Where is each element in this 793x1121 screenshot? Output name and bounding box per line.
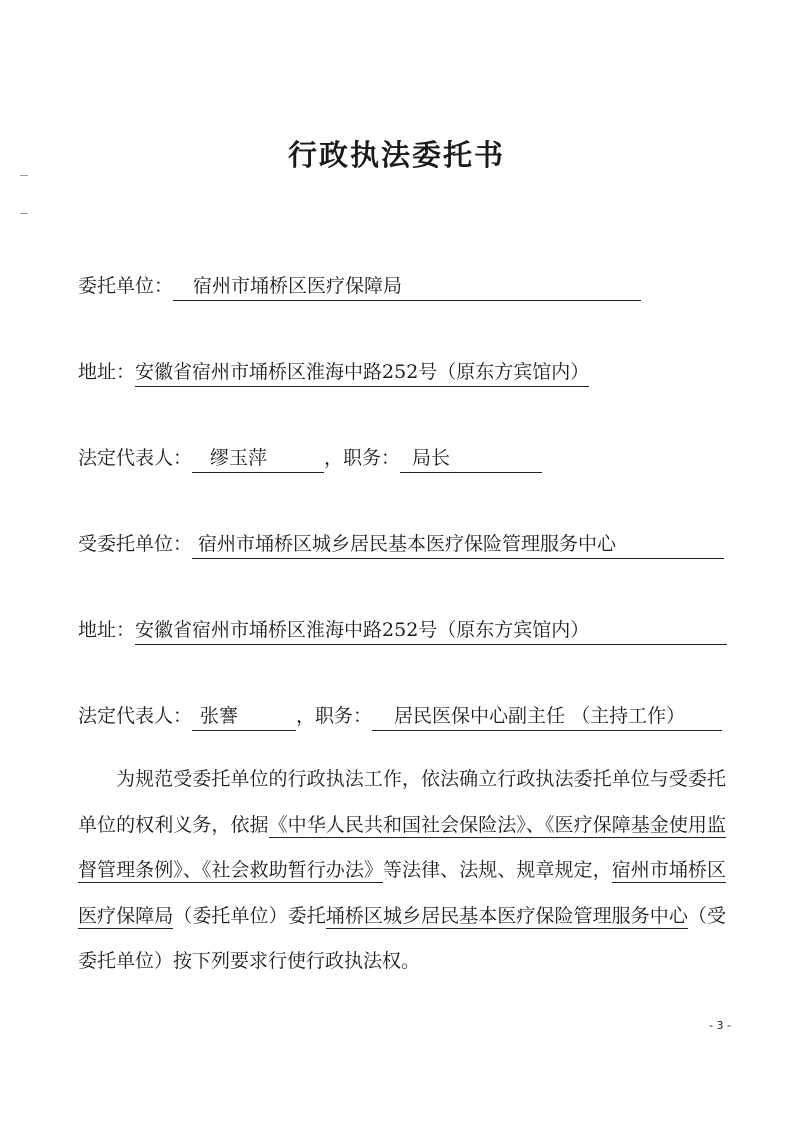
page-number: - 3 -: [709, 1019, 731, 1032]
entrusting-unit-label: 委托单位：: [78, 275, 174, 297]
address2-line: [78, 617, 727, 645]
para-laws: 《中华人民共和国社会保险法》、《医疗保障基金使用监督管理条例》、《社会救助暂行办法》: [78, 813, 726, 881]
entrusting-unit-value: 宿州市埇桥区医疗保障局: [173, 273, 641, 301]
legal-rep2-position: 居民医保中心副主任 （主持工作）: [372, 703, 722, 731]
para-text-1: 为规范受委托单位的行政执法工作，依法确立行政执法委托单位与受委托单位的权利义务，依据: [78, 768, 726, 836]
entrusted-unit-value: 宿州市埇桥区城乡居民基本医疗保险管理服务中心: [192, 531, 724, 559]
legal-rep2-sep: ，职务：: [296, 705, 373, 727]
legal-rep1-line: [78, 445, 542, 473]
address1-line: [78, 359, 589, 387]
legal-rep2-label: 法定代表人：: [78, 705, 193, 727]
para-text-3: （委托单位）委托: [173, 904, 326, 927]
address1-label: 地址：: [78, 361, 136, 383]
address1-value: 安徽省宿州市埇桥区淮海中路252号（原东方宾馆内）: [135, 359, 589, 387]
body-paragraph: [78, 757, 726, 985]
entrusted-unit-label: 受委托单位：: [78, 533, 193, 555]
legal-rep2-name: 张謇: [192, 703, 296, 731]
legal-rep1-sep: ，职务：: [324, 447, 401, 469]
entrusted-unit-line: [78, 531, 724, 559]
entrusting-unit-line: [78, 273, 641, 301]
address2-label: 地址：: [78, 619, 136, 641]
legal-rep1-name: 缪玉萍: [192, 445, 324, 473]
para-text-2: 等法律、法规、规章规定，: [382, 859, 612, 881]
para-unit: 宿州市埇桥区医疗保障局: [78, 859, 726, 927]
legal-rep2-line: [78, 703, 722, 731]
scan-margin-mark: [20, 175, 28, 176]
scan-margin-mark: [20, 213, 28, 214]
address2-value: 安徽省宿州市埇桥区淮海中路252号（原东方宾馆内）: [135, 617, 727, 645]
para-text-4: （受委托单位）按下列要求行使行政执法权。: [78, 904, 726, 972]
legal-rep1-position: 局长: [400, 445, 542, 473]
legal-rep1-label: 法定代表人：: [78, 447, 193, 469]
para-entrusted: 埇桥区城乡居民基本医疗保险管理服务中心: [325, 904, 688, 927]
document-title: 行政执法委托书: [287, 138, 505, 172]
